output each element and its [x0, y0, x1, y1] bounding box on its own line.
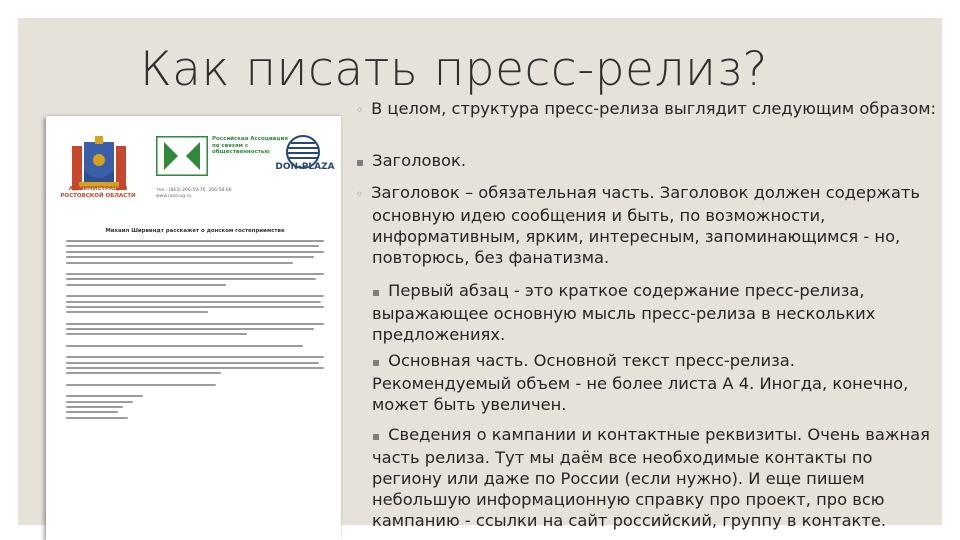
bullet-text: Заголовок – обязательная часть. Заголовок должен содержать основную идею сообщения и быть, по возможности, информативным, ярким, интересным, запоминающимся - но, повторюсь, без фанатизма.	[371, 183, 920, 267]
logo-left-caption: АДМИНИСТРАЦИЯ РОСТОВСКОЙ ОБЛАСТИ	[60, 186, 136, 199]
slide-title: Как писать пресс-релиз?	[140, 42, 768, 97]
bullet-heading-description	[356, 182, 947, 268]
square-bullet-icon: ▪	[372, 429, 381, 443]
press-release-image	[46, 116, 341, 540]
logo-right-text: DON-PLAZA	[275, 162, 335, 172]
circle-bullet-icon: ◦	[356, 187, 364, 201]
logo-middle-text: Российская Ассоциация по связям с общественностью	[212, 136, 288, 156]
bullet-text: Основная часть. Основной текст пресс-релиза. Рекомендуемый объем - не более листа А 4. Иногда, конечно, может быть увеличен.	[372, 351, 909, 414]
rasо-logo-icon	[156, 136, 208, 176]
document-headline: Михаил Ширвиндт расскажет о донском гостеприимстве	[105, 228, 285, 234]
bullet-main-part	[372, 350, 932, 415]
bullet-first-paragraph	[372, 280, 932, 345]
slide	[18, 18, 942, 530]
bullet-text: Первый абзац - это краткое содержание пресс-релиза, выражающее основную мысль пресс-релиза в нескольких предложениях.	[372, 281, 876, 344]
bullet-structure-intro	[356, 98, 947, 121]
bullet-text: Заголовок.	[372, 151, 467, 170]
square-bullet-icon: ▪	[372, 355, 381, 369]
bullet-text: В целом, структура пресс-релиза выглядит следующим образом:	[371, 99, 937, 118]
bullet-contacts	[372, 424, 937, 531]
bullet-heading	[356, 150, 931, 173]
logo-middle-contacts: тел.: (863) 266-59-76, 266-58-66 www.rasо-ug.ru	[156, 188, 232, 199]
circle-bullet-icon: ◦	[356, 103, 364, 117]
square-bullet-icon: ▪	[356, 155, 365, 169]
bullet-text: Сведения о кампании и контактные реквизиты. Очень важная часть релиза. Тут мы даём все необходимые контакты по региону или даже по России (если нужно). И еще пишем небольшую информационную справку про проект, про всю кампанию - ссылки на сайт российский, группу в контакте.	[372, 425, 930, 530]
square-bullet-icon: ▪	[372, 285, 381, 299]
document-body-text	[66, 240, 324, 422]
